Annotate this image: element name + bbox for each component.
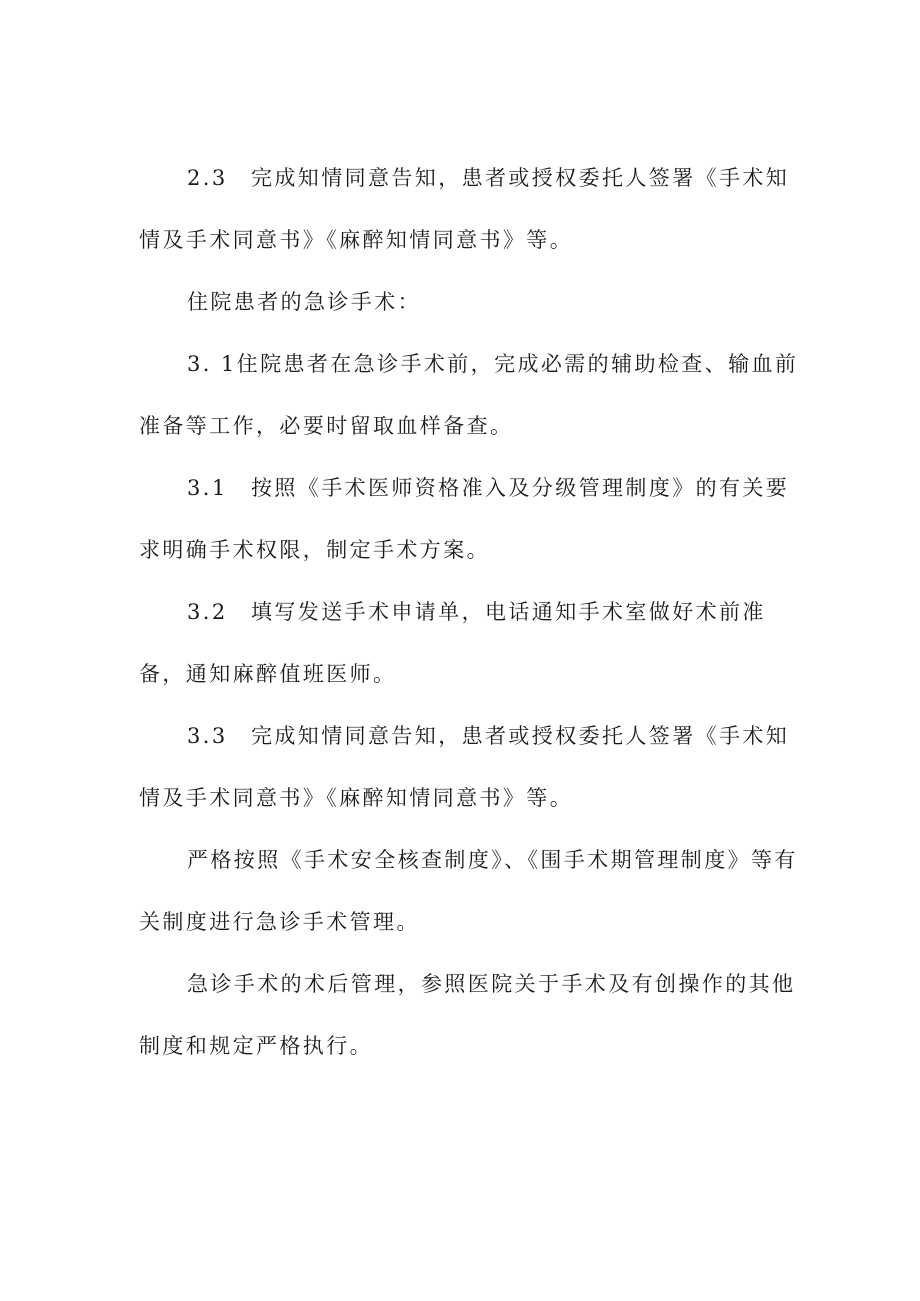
paragraph-3-1-preop-checks: 3. 1住院患者在急诊手术前，完成必需的辅助检查、输血前准备等工作，必要时留取血样备查。 <box>139 352 799 438</box>
paragraph-safety-management: 严格按照《手术安全核查制度》、《围手术期管理制度》等有关制度进行急诊手术管理。 <box>139 848 798 934</box>
paragraph-2-3-consent: 2.3 完成知情同意告知，患者或授权委托人签署《手术知情及手术同意书》《麻醉知情同意书》等。 <box>139 166 790 252</box>
paragraph-postop-management: 急诊手术的术后管理，参照医院关于手术及有创操作的其他制度和规定严格执行。 <box>139 972 796 1058</box>
paragraph-3-1-surgeon-authority: 3.1 按照《手术医师资格准入及分级管理制度》的有关要求明确手术权限，制定手术方案。 <box>139 476 790 562</box>
paragraph-3-3-consent: 3.3 完成知情同意告知，患者或授权委托人签署《手术知情及手术同意书》《麻醉知情同意书》等。 <box>139 724 790 810</box>
paragraph-3-2-application: 3.2 填写发送手术申请单，电话通知手术室做好术前准备，通知麻醉值班医师。 <box>139 600 766 686</box>
paragraph-inpatient-heading: 住院患者的急诊手术： <box>187 290 421 314</box>
